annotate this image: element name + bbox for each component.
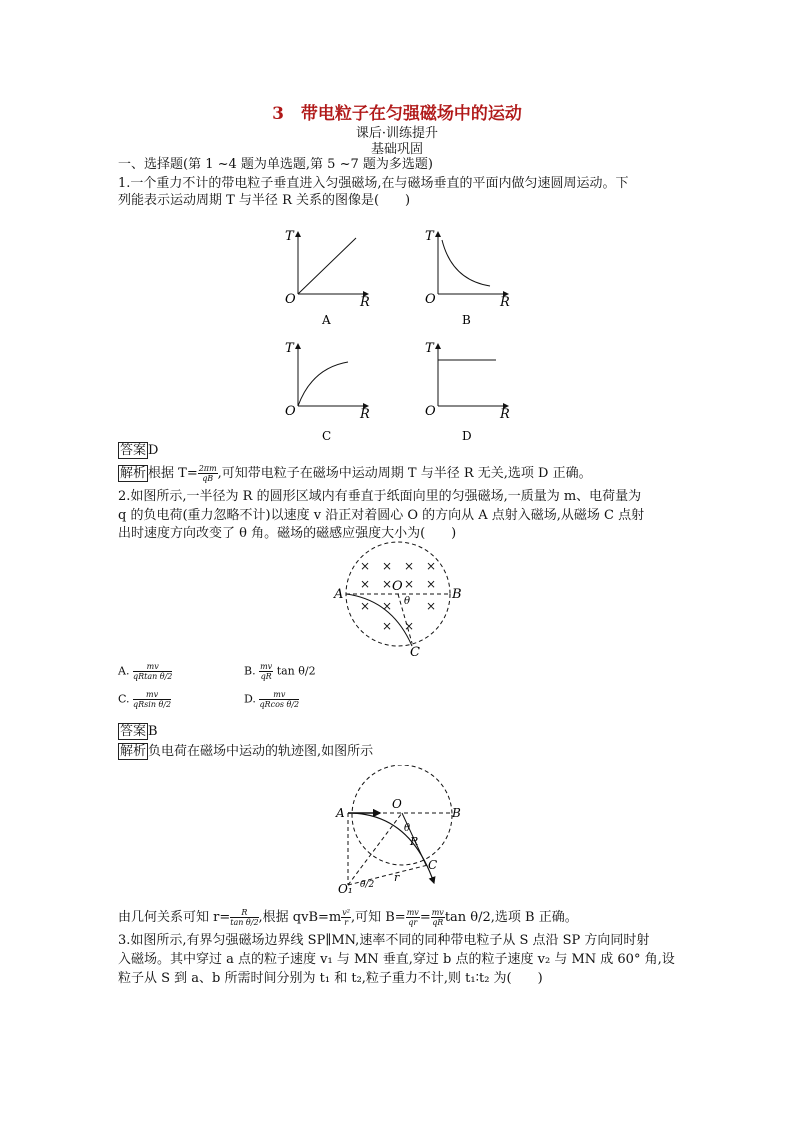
fraction-den: r: [344, 918, 349, 927]
option-tail: tan θ/2: [276, 664, 316, 678]
graph-c: [285, 341, 370, 443]
option-label: C.: [118, 692, 130, 706]
page-title: 3 带电粒子在匀强磁场中的运动: [272, 104, 522, 124]
fraction-den: qR: [432, 918, 444, 927]
q1-fraction: [198, 464, 218, 483]
svg-text:×: ×: [360, 599, 371, 613]
q2-option-b[interactable]: [244, 662, 316, 681]
graph-d: [425, 341, 510, 443]
q2-trajectory-figure: [330, 765, 480, 900]
option-fraction: [259, 690, 299, 709]
conclusion-tail: tan θ/2,选项 B 正确。: [444, 910, 578, 925]
graph-b: [425, 229, 510, 327]
fraction-mvqr: [406, 908, 420, 927]
svg-text:×: ×: [382, 559, 393, 573]
q2-stem-line1: 2.如图所示,一半径为 R 的圆形区域内有垂直于纸面向里的匀强磁场,一质量为 m、电荷量为: [118, 489, 642, 504]
q1-graph-options: [270, 220, 530, 445]
fraction-v2: [341, 908, 351, 927]
q2-option-d[interactable]: [244, 690, 299, 709]
q2-conclusion: [118, 908, 578, 927]
graph-c-t-label: T: [285, 341, 294, 356]
conclusion-pre: 由几何关系可知 r=: [118, 910, 231, 925]
q1-fraction-num: 2πm: [198, 464, 217, 473]
q2b-label-b: B: [452, 806, 461, 820]
svg-text:×: ×: [426, 599, 437, 613]
answer-tag: 答案: [120, 443, 147, 458]
graph-d-label: D: [462, 429, 472, 443]
svg-text:×: ×: [382, 619, 393, 633]
option-fraction: [133, 662, 172, 681]
q2b-label-a: A: [336, 806, 345, 820]
option-label: D.: [244, 692, 256, 706]
svg-text:×: ×: [382, 599, 393, 613]
graph-a-origin: O: [285, 292, 296, 307]
svg-text:×: ×: [426, 559, 437, 573]
q2-label-theta: θ: [404, 596, 411, 607]
svg-text:×: ×: [360, 559, 371, 573]
option-num: mv: [260, 662, 273, 671]
q2-answer-value: B: [148, 724, 158, 739]
graph-c-label: C: [322, 429, 332, 443]
fraction-mvqR: [431, 908, 445, 927]
option-num: mv: [133, 662, 172, 672]
svg-text:×: ×: [404, 577, 415, 591]
q2-label-o: O: [392, 579, 403, 594]
graph-b-r-label: R: [500, 295, 510, 310]
q1-answer: [118, 443, 158, 459]
option-den: qRtan θ/2: [132, 672, 173, 681]
option-den: qRsin θ/2: [133, 700, 172, 709]
option-num: mv: [133, 690, 171, 700]
q2b-label-theta: θ: [404, 823, 411, 834]
svg-text:×: ×: [404, 619, 415, 633]
q1-analysis-pre: 根据 T=: [148, 466, 198, 481]
q2b-label-c: C: [428, 858, 438, 872]
fraction-den: tan θ/2: [230, 918, 259, 927]
q1-fraction-den: qB: [202, 474, 214, 483]
graph-c-origin: O: [285, 404, 296, 419]
q2b-label-o: O: [392, 797, 402, 811]
q2-label-c: C: [410, 645, 420, 660]
option-fraction: [133, 690, 171, 709]
graph-d-r-label: R: [500, 407, 510, 422]
part-heading: 一、选择题(第 1 ~4 题为单选题,第 5 ~7 题为多选题): [118, 157, 433, 172]
q3-stem-line1: 3.如图所示,有界匀强磁场边界线 SP∥MN,速率不同的同种带电粒子从 S 点沿 SP 方向同时射: [118, 933, 650, 948]
option-label: B.: [244, 664, 256, 678]
svg-text:×: ×: [360, 577, 371, 591]
q2-field-figure: [330, 540, 470, 660]
graph-d-origin: O: [425, 404, 436, 419]
answer-tag: 答案: [120, 724, 147, 739]
graph-c-r-label: R: [360, 407, 370, 422]
fraction-num: mv: [406, 908, 419, 917]
conclusion-mid: ,根据 qvB=m: [258, 910, 342, 925]
fraction-den: qr: [408, 918, 418, 927]
page-subtitle: 课后·训练提升: [355, 126, 439, 141]
q2-label-a: A: [334, 587, 344, 602]
q2b-label-r-cap: R: [410, 835, 419, 848]
q1-answer-value: D: [148, 443, 159, 458]
section-heading: 基础巩固: [370, 142, 423, 157]
q2-option-a[interactable]: [118, 662, 172, 681]
option-fraction: [259, 662, 273, 681]
graph-a: [285, 229, 370, 327]
analysis-tag: 解析: [120, 466, 147, 481]
q2b-label-r: r: [394, 871, 400, 884]
svg-text:×: ×: [426, 577, 437, 591]
q2-analysis: [118, 744, 373, 760]
graph-d-t-label: T: [425, 341, 434, 356]
conclusion-mid2: ,可知 B=: [350, 910, 406, 925]
svg-text:×: ×: [404, 559, 415, 573]
graph-b-t-label: T: [425, 229, 434, 244]
q2-stem-line2: q 的负电荷(重力忽略不计)以速度 v 沿正对着圆心 O 的方向从 A 点射入磁场,从磁场 C 点射: [118, 508, 645, 523]
graph-b-origin: O: [425, 292, 436, 307]
q2-answer: [118, 724, 158, 740]
q2-option-c[interactable]: [118, 690, 171, 709]
q1-stem-line1: 1.一个重力不计的带电粒子垂直进入匀强磁场,在与磁场垂直的平面内做匀速圆周运动。下: [118, 176, 629, 191]
q1-analysis: [118, 464, 592, 483]
q2-label-b: B: [452, 587, 462, 602]
q1-analysis-post: ,可知带电粒子在磁场中运动周期 T 与半径 R 无关,选项 D 正确。: [217, 466, 592, 481]
svg-text:×: ×: [382, 577, 393, 591]
fraction-num: v²: [342, 908, 350, 917]
q1-stem-line2: 列能表示运动周期 T 与半径 R 关系的图像是( ): [118, 193, 411, 208]
option-label: A.: [118, 664, 130, 678]
conclusion-eq: =: [419, 910, 431, 925]
q3-stem-line3: 粒子从 S 到 a、b 所需时间分别为 t₁ 和 t₂,粒子重力不计,则 t₁∶t₂ 为( ): [118, 971, 543, 986]
q2b-label-o1: O₁: [338, 882, 353, 896]
graph-a-r-label: R: [360, 295, 370, 310]
option-num: mv: [259, 690, 299, 700]
fraction-num: R: [230, 908, 258, 918]
q3-stem-line2: 入磁场。其中穿过 a 点的粒子速度 v₁ 与 MN 垂直,穿过 b 点的粒子速度 v₂ 与 MN 成 60° 角,设: [118, 952, 675, 967]
fraction-num: mv: [431, 908, 444, 917]
q2-analysis-text: 负电荷在磁场中运动的轨迹图,如图所示: [148, 744, 374, 759]
q2-stem-line3: 出时速度方向改变了 θ 角。磁场的磁感应强度大小为( ): [118, 526, 457, 541]
option-den: qRcos θ/2: [259, 700, 300, 709]
option-den: qR: [260, 672, 272, 681]
analysis-tag: 解析: [120, 744, 147, 759]
fraction-r: [230, 908, 258, 927]
graph-a-t-label: T: [285, 229, 294, 244]
graph-b-label: B: [462, 313, 471, 327]
graph-a-label: A: [322, 313, 331, 327]
q2b-label-half: θ/2: [360, 880, 375, 890]
